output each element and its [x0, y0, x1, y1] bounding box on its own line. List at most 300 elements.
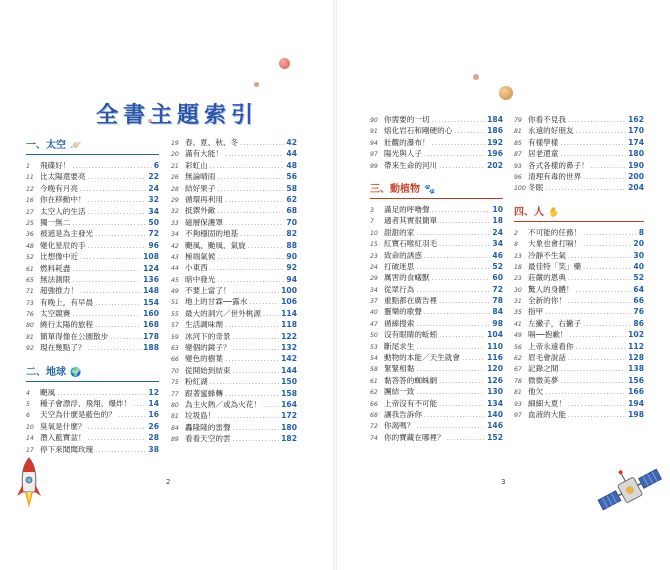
entry-page: 144: [281, 365, 297, 375]
entry-page: 72: [148, 229, 159, 239]
entry-number: 18: [514, 263, 522, 271]
dot-leader: [416, 342, 485, 352]
entry-title: 紅寶石喉紅羽毛: [384, 239, 438, 249]
entry-title: 地上的甘霖──露水: [185, 297, 248, 307]
entry-title: 今晚有月亮: [40, 183, 78, 193]
dot-leader: [439, 399, 485, 409]
index-entry: [26, 228, 159, 239]
entry-title: 滿有大能！: [185, 149, 223, 159]
dot-leader: [439, 239, 490, 249]
index-entry: [26, 217, 159, 228]
index-entry: [171, 171, 297, 182]
index-entry: [171, 205, 297, 216]
entry-page: 146: [487, 421, 503, 431]
index-entry: [370, 250, 503, 261]
entry-page: 32: [148, 195, 159, 205]
index-entry: [171, 194, 297, 205]
dot-leader: [233, 286, 280, 296]
entry-title: 驚人的身體！: [528, 284, 574, 294]
entry-page: 86: [633, 318, 644, 328]
index-entry: [171, 410, 297, 421]
index-entry: [26, 421, 159, 432]
section-gap: [370, 171, 503, 181]
entry-number: 32: [171, 208, 179, 216]
dot-leader: [545, 387, 626, 397]
dot-leader: [416, 228, 490, 238]
entry-page: 132: [281, 343, 297, 353]
entry-page: 20: [633, 239, 644, 249]
section-heading: [514, 204, 644, 222]
entry-number: 85: [514, 139, 522, 147]
index-entry: [514, 284, 644, 295]
entry-number: 10: [370, 229, 378, 237]
dot-leader: [88, 433, 147, 443]
index-entry: [171, 251, 297, 262]
index-entry: [514, 329, 644, 340]
entry-page: 134: [487, 398, 503, 408]
entry-title: 甜甜的家: [384, 227, 415, 237]
planet-icon: [279, 58, 290, 69]
entry-number: 36: [26, 231, 34, 239]
entry-number: 2: [514, 229, 518, 237]
entry-number: 40: [370, 309, 378, 317]
entry-title: 全新的你！: [528, 296, 566, 306]
index-entry: [370, 432, 503, 443]
entry-number: 81: [171, 413, 179, 421]
index-entry: [171, 148, 297, 159]
dot-leader: [110, 332, 141, 342]
entry-title: 種子會漂浮、飛翔、爆炸！: [40, 399, 132, 409]
dot-leader: [570, 330, 627, 340]
entry-page: 110: [487, 341, 503, 351]
entry-title: 磁層保護罩: [185, 217, 223, 227]
index-entry: [171, 308, 297, 319]
index-entry: [514, 375, 644, 386]
index-entry: [514, 125, 644, 136]
entry-page: 120: [487, 364, 503, 374]
entry-page: 90: [286, 251, 297, 261]
entry-page: 78: [492, 296, 503, 306]
dot-leader: [95, 298, 141, 308]
dot-leader: [560, 149, 626, 159]
dot-leader: [568, 273, 631, 283]
entry-title: 致命的誘惑: [384, 250, 422, 260]
entry-page: 190: [628, 160, 644, 170]
index-entry: [370, 114, 503, 125]
entry-page: 62: [286, 194, 297, 204]
entry-page: 124: [143, 263, 159, 273]
entry-title: 粉紅湖: [185, 377, 208, 387]
entry-page: 94: [286, 274, 297, 284]
page-number: 2: [166, 478, 171, 486]
entry-page: 72: [492, 284, 503, 294]
dot-leader: [576, 126, 627, 136]
index-entry: [514, 171, 644, 182]
index-entry: [171, 285, 297, 296]
right-page: [337, 0, 670, 570]
entry-page: 40: [633, 261, 644, 271]
entry-title: 打破迷思: [384, 261, 415, 271]
entry-page: 192: [487, 137, 503, 147]
dot-leader: [263, 400, 279, 410]
entry-page: 52: [492, 261, 503, 271]
entry-title: 記錄之間: [528, 364, 559, 374]
entry-page: 204: [628, 183, 644, 193]
index-entry: [370, 341, 503, 352]
entry-number: 97: [514, 411, 522, 419]
section-heading-label: 四、人: [514, 206, 544, 218]
index-entry: [370, 352, 503, 363]
entry-page: 162: [628, 115, 644, 124]
entry-title: 帶來生命的河川: [384, 160, 438, 170]
entry-page: 76: [633, 307, 644, 317]
entry-number: 30: [514, 286, 522, 294]
index-entry: [370, 148, 503, 159]
entry-title: 沒有眼睛的蚯蚓: [384, 330, 438, 340]
entry-number: 21: [171, 162, 179, 170]
dot-leader: [568, 296, 631, 306]
dot-leader: [416, 364, 485, 374]
entry-number: 15: [370, 241, 378, 249]
entry-page: 16: [148, 410, 159, 420]
dot-leader: [416, 262, 490, 272]
entry-page: 108: [143, 252, 159, 262]
entry-number: 3: [370, 206, 374, 214]
entry-number: 41: [514, 320, 522, 328]
index-entry: [26, 432, 159, 443]
index-entry: [26, 274, 159, 285]
dot-leader: [568, 251, 631, 261]
index-entry: [514, 352, 644, 363]
dot-leader: [210, 263, 285, 273]
dot-leader: [568, 399, 626, 409]
entry-number: 72: [370, 423, 378, 431]
entry-title: 冰河下的奇景: [185, 331, 231, 341]
entry-number: 97: [370, 151, 378, 159]
entry-page: 188: [143, 343, 159, 353]
index-entry: [370, 160, 503, 171]
entry-number: 92: [26, 345, 34, 353]
index-entry: [26, 331, 159, 342]
entry-page: 44: [286, 149, 297, 159]
entry-title: 燃料耗盡: [40, 263, 71, 273]
planet-icon: [254, 82, 259, 87]
dot-leader: [240, 138, 284, 148]
entry-number: 77: [171, 390, 179, 398]
entry-number: 14: [26, 435, 34, 443]
index-entry: [514, 137, 644, 148]
dot-leader: [95, 445, 146, 455]
dot-leader: [568, 353, 626, 363]
index-entry: [171, 274, 297, 285]
entry-page: 172: [281, 411, 297, 421]
entry-number: 33: [171, 219, 179, 227]
entry-title: 血液的大能: [528, 409, 566, 419]
dot-leader: [447, 433, 485, 443]
entry-title: 超強推力！: [40, 286, 78, 296]
entry-title: 厲害的食蟻獸: [384, 273, 430, 283]
dot-leader: [225, 320, 279, 330]
entry-title: 循線搜索: [384, 318, 415, 328]
entry-page: 52: [633, 273, 644, 283]
entry-number: 8: [514, 241, 518, 249]
index-entry: [26, 342, 159, 353]
entry-title: 永遠的好朋友: [528, 126, 574, 136]
index-entry: [514, 318, 644, 329]
entry-page: 56: [286, 172, 297, 182]
entry-number: 70: [171, 367, 179, 375]
dot-leader: [72, 218, 146, 228]
entry-page: 12: [148, 387, 159, 397]
entry-title: 適者其實很簡單: [384, 216, 438, 226]
entry-page: 150: [281, 377, 297, 387]
dot-leader: [583, 319, 631, 329]
dot-leader: [217, 206, 284, 216]
entry-number: 35: [514, 309, 522, 317]
dot-leader: [545, 307, 631, 317]
index-column-3: [370, 114, 503, 443]
entry-title: 有晚上，有早晨: [40, 297, 94, 307]
entry-number: 42: [171, 242, 179, 250]
entry-number: 13: [514, 252, 522, 260]
index-entry: [514, 398, 644, 409]
index-entry: [26, 387, 159, 398]
entry-title: 斷尾求生: [384, 341, 415, 351]
left-page: [0, 0, 333, 570]
dot-leader: [72, 275, 141, 285]
dot-leader: [225, 149, 284, 159]
entry-title: 結好果子: [185, 183, 216, 193]
entry-page: 128: [628, 353, 644, 363]
dot-leader: [133, 399, 146, 409]
dot-leader: [439, 376, 485, 386]
index-entry: [26, 171, 159, 182]
dot-leader: [217, 275, 284, 285]
entry-page: 198: [628, 409, 644, 419]
index-entry: [171, 160, 297, 171]
index-column-1: [26, 137, 159, 455]
entry-number: 43: [171, 253, 179, 261]
entry-number: 63: [171, 345, 179, 353]
index-entry: [514, 261, 644, 272]
entry-title: 冬眠: [528, 183, 544, 193]
entry-number: 71: [26, 288, 34, 296]
dot-leader: [568, 115, 626, 125]
entry-number: 17: [26, 446, 34, 454]
entry-number: 78: [514, 377, 522, 385]
dot-leader: [560, 376, 626, 386]
index-entry: [26, 206, 159, 217]
entry-number: 37: [370, 298, 378, 306]
dot-leader: [233, 434, 280, 444]
entry-number: 58: [370, 366, 378, 374]
dot-leader: [217, 411, 279, 421]
entry-number: 74: [370, 434, 378, 442]
dot-leader: [591, 161, 626, 171]
entry-page: 46: [492, 250, 503, 260]
index-entry: [171, 376, 297, 387]
entry-number: 12: [26, 185, 34, 193]
dot-leader: [88, 207, 147, 217]
entry-title: 繞行太陽的旅程: [40, 320, 94, 330]
entry-number: 62: [370, 389, 378, 397]
entry-number: 48: [26, 242, 34, 250]
entry-title: 黏答答的蜘蛛網: [384, 375, 438, 385]
entry-page: 140: [487, 409, 503, 419]
entry-page: 168: [143, 320, 159, 330]
entry-page: 122: [281, 331, 297, 341]
entry-number: 20: [171, 151, 179, 159]
entry-page: 6: [153, 161, 159, 170]
entry-title: 緊緊相黏: [384, 364, 415, 374]
entry-title: 垃圾島！: [185, 411, 216, 421]
section-heading-label: 一、太空: [26, 140, 66, 151]
entry-title: 比太陽還要亮: [40, 172, 86, 182]
entry-title: 各式各樣的鼻子！: [528, 160, 589, 170]
entry-number: 49: [514, 332, 522, 340]
entry-title: 指甲: [528, 307, 544, 317]
entry-page: 138: [628, 364, 644, 374]
dot-leader: [432, 138, 486, 148]
dot-leader: [462, 353, 485, 363]
entry-title: 左撇子，右撇子: [528, 318, 582, 328]
index-entry: [514, 386, 644, 397]
entry-page: 24: [148, 183, 159, 193]
entry-page: 34: [492, 239, 503, 249]
paw-icon: 🐾: [424, 184, 436, 195]
dot-leader: [560, 364, 626, 374]
index-entry: [171, 433, 297, 444]
entry-page: 48: [286, 160, 297, 170]
entry-page: 96: [148, 240, 159, 250]
dot-leader: [439, 296, 490, 306]
entry-title: 你渴嗎？: [384, 421, 415, 431]
entry-page: 148: [143, 286, 159, 296]
entry-page: 114: [281, 308, 297, 318]
entry-number: 29: [171, 196, 179, 204]
entry-title: 團結一致: [384, 387, 415, 397]
entry-title: 你在移動中！: [40, 195, 86, 205]
entry-number: 96: [514, 173, 522, 181]
entry-page: 136: [143, 274, 159, 284]
entry-number: 79: [514, 117, 522, 124]
entry-title: 颶風: [40, 387, 56, 397]
index-entry: [370, 306, 503, 317]
dot-leader: [439, 216, 490, 226]
entry-title: 靈樂的歌聲: [384, 307, 422, 317]
index-entry: [514, 341, 644, 352]
entry-title: 你的寶藏在哪裡？: [384, 432, 445, 442]
entry-number: 7: [370, 218, 374, 226]
entry-page: 130: [487, 387, 503, 397]
dot-leader: [80, 184, 146, 194]
entry-title: 上帝永遠看你: [528, 341, 574, 351]
dot-leader: [432, 273, 491, 283]
entry-number: 16: [26, 197, 34, 205]
index-entry: [514, 148, 644, 159]
dot-leader: [210, 377, 279, 387]
index-entry: [171, 331, 297, 342]
entry-number: 55: [171, 310, 179, 318]
index-entry: [514, 295, 644, 306]
dot-leader: [80, 252, 141, 262]
entry-number: 66: [370, 400, 378, 408]
entry-number: 100: [514, 185, 526, 193]
index-entry: [171, 137, 297, 148]
entry-number: 73: [26, 299, 34, 307]
entry-page: 26: [148, 421, 159, 431]
dot-leader: [233, 366, 280, 376]
entry-number: 75: [171, 379, 179, 387]
index-entry: [26, 398, 159, 409]
entry-title: 抵禦外敵: [185, 206, 216, 216]
entry-page: 166: [628, 387, 644, 397]
entry-title: 從開始到結束: [185, 365, 231, 375]
dot-leader: [560, 138, 626, 148]
entry-title: 無論晴雨: [185, 172, 216, 182]
dot-leader: [583, 228, 637, 238]
index-entry: [370, 261, 503, 272]
entry-page: 142: [281, 354, 297, 364]
entry-number: 68: [370, 411, 378, 419]
dot-leader: [217, 184, 284, 194]
entry-number: 67: [514, 366, 522, 374]
entry-number: 53: [370, 343, 378, 351]
entry-page: 22: [148, 172, 159, 182]
entry-number: 19: [171, 140, 179, 147]
index-entry: [171, 353, 297, 364]
entry-number: 65: [26, 276, 34, 284]
dot-leader: [225, 218, 284, 228]
index-entry: [370, 238, 503, 249]
entry-number: 61: [26, 265, 34, 273]
entry-title: 眉毛會說話: [528, 353, 566, 363]
dot-leader: [249, 297, 279, 307]
entry-page: 28: [148, 433, 159, 443]
entry-page: 202: [487, 160, 503, 170]
index-entry: [26, 444, 159, 455]
entry-title: 小東西: [185, 263, 208, 273]
section-heading-label: 三、動植物: [370, 183, 420, 195]
index-entry: [514, 409, 644, 420]
entry-page: 84: [492, 307, 503, 317]
entry-title: 冷靜不生氣: [528, 250, 566, 260]
entry-page: 180: [628, 149, 644, 159]
index-column-2: [171, 137, 297, 445]
entry-title: 上帝沒有不可能: [384, 398, 438, 408]
page-number: 3: [501, 478, 506, 486]
dot-leader: [583, 239, 631, 249]
entry-number: 56: [514, 343, 522, 351]
section-heading: [370, 181, 503, 199]
index-entry: [171, 365, 297, 376]
entry-page: 160: [143, 309, 159, 319]
entry-title: 熔化岩石和剛硬的心: [384, 126, 453, 136]
index-entry: [26, 240, 159, 251]
entry-title: 變個的鏡子？: [185, 343, 231, 353]
index-entry: [26, 308, 159, 319]
entry-page: 112: [628, 341, 644, 351]
entry-number: 54: [370, 355, 378, 363]
entry-number: 94: [370, 139, 378, 147]
entry-number: 24: [370, 263, 378, 271]
satellite-icon: [595, 462, 665, 518]
entry-number: 34: [171, 231, 179, 239]
index-entry: [171, 217, 297, 228]
entry-page: 104: [487, 330, 503, 340]
index-entry: [514, 306, 644, 317]
section-heading: [26, 364, 159, 382]
